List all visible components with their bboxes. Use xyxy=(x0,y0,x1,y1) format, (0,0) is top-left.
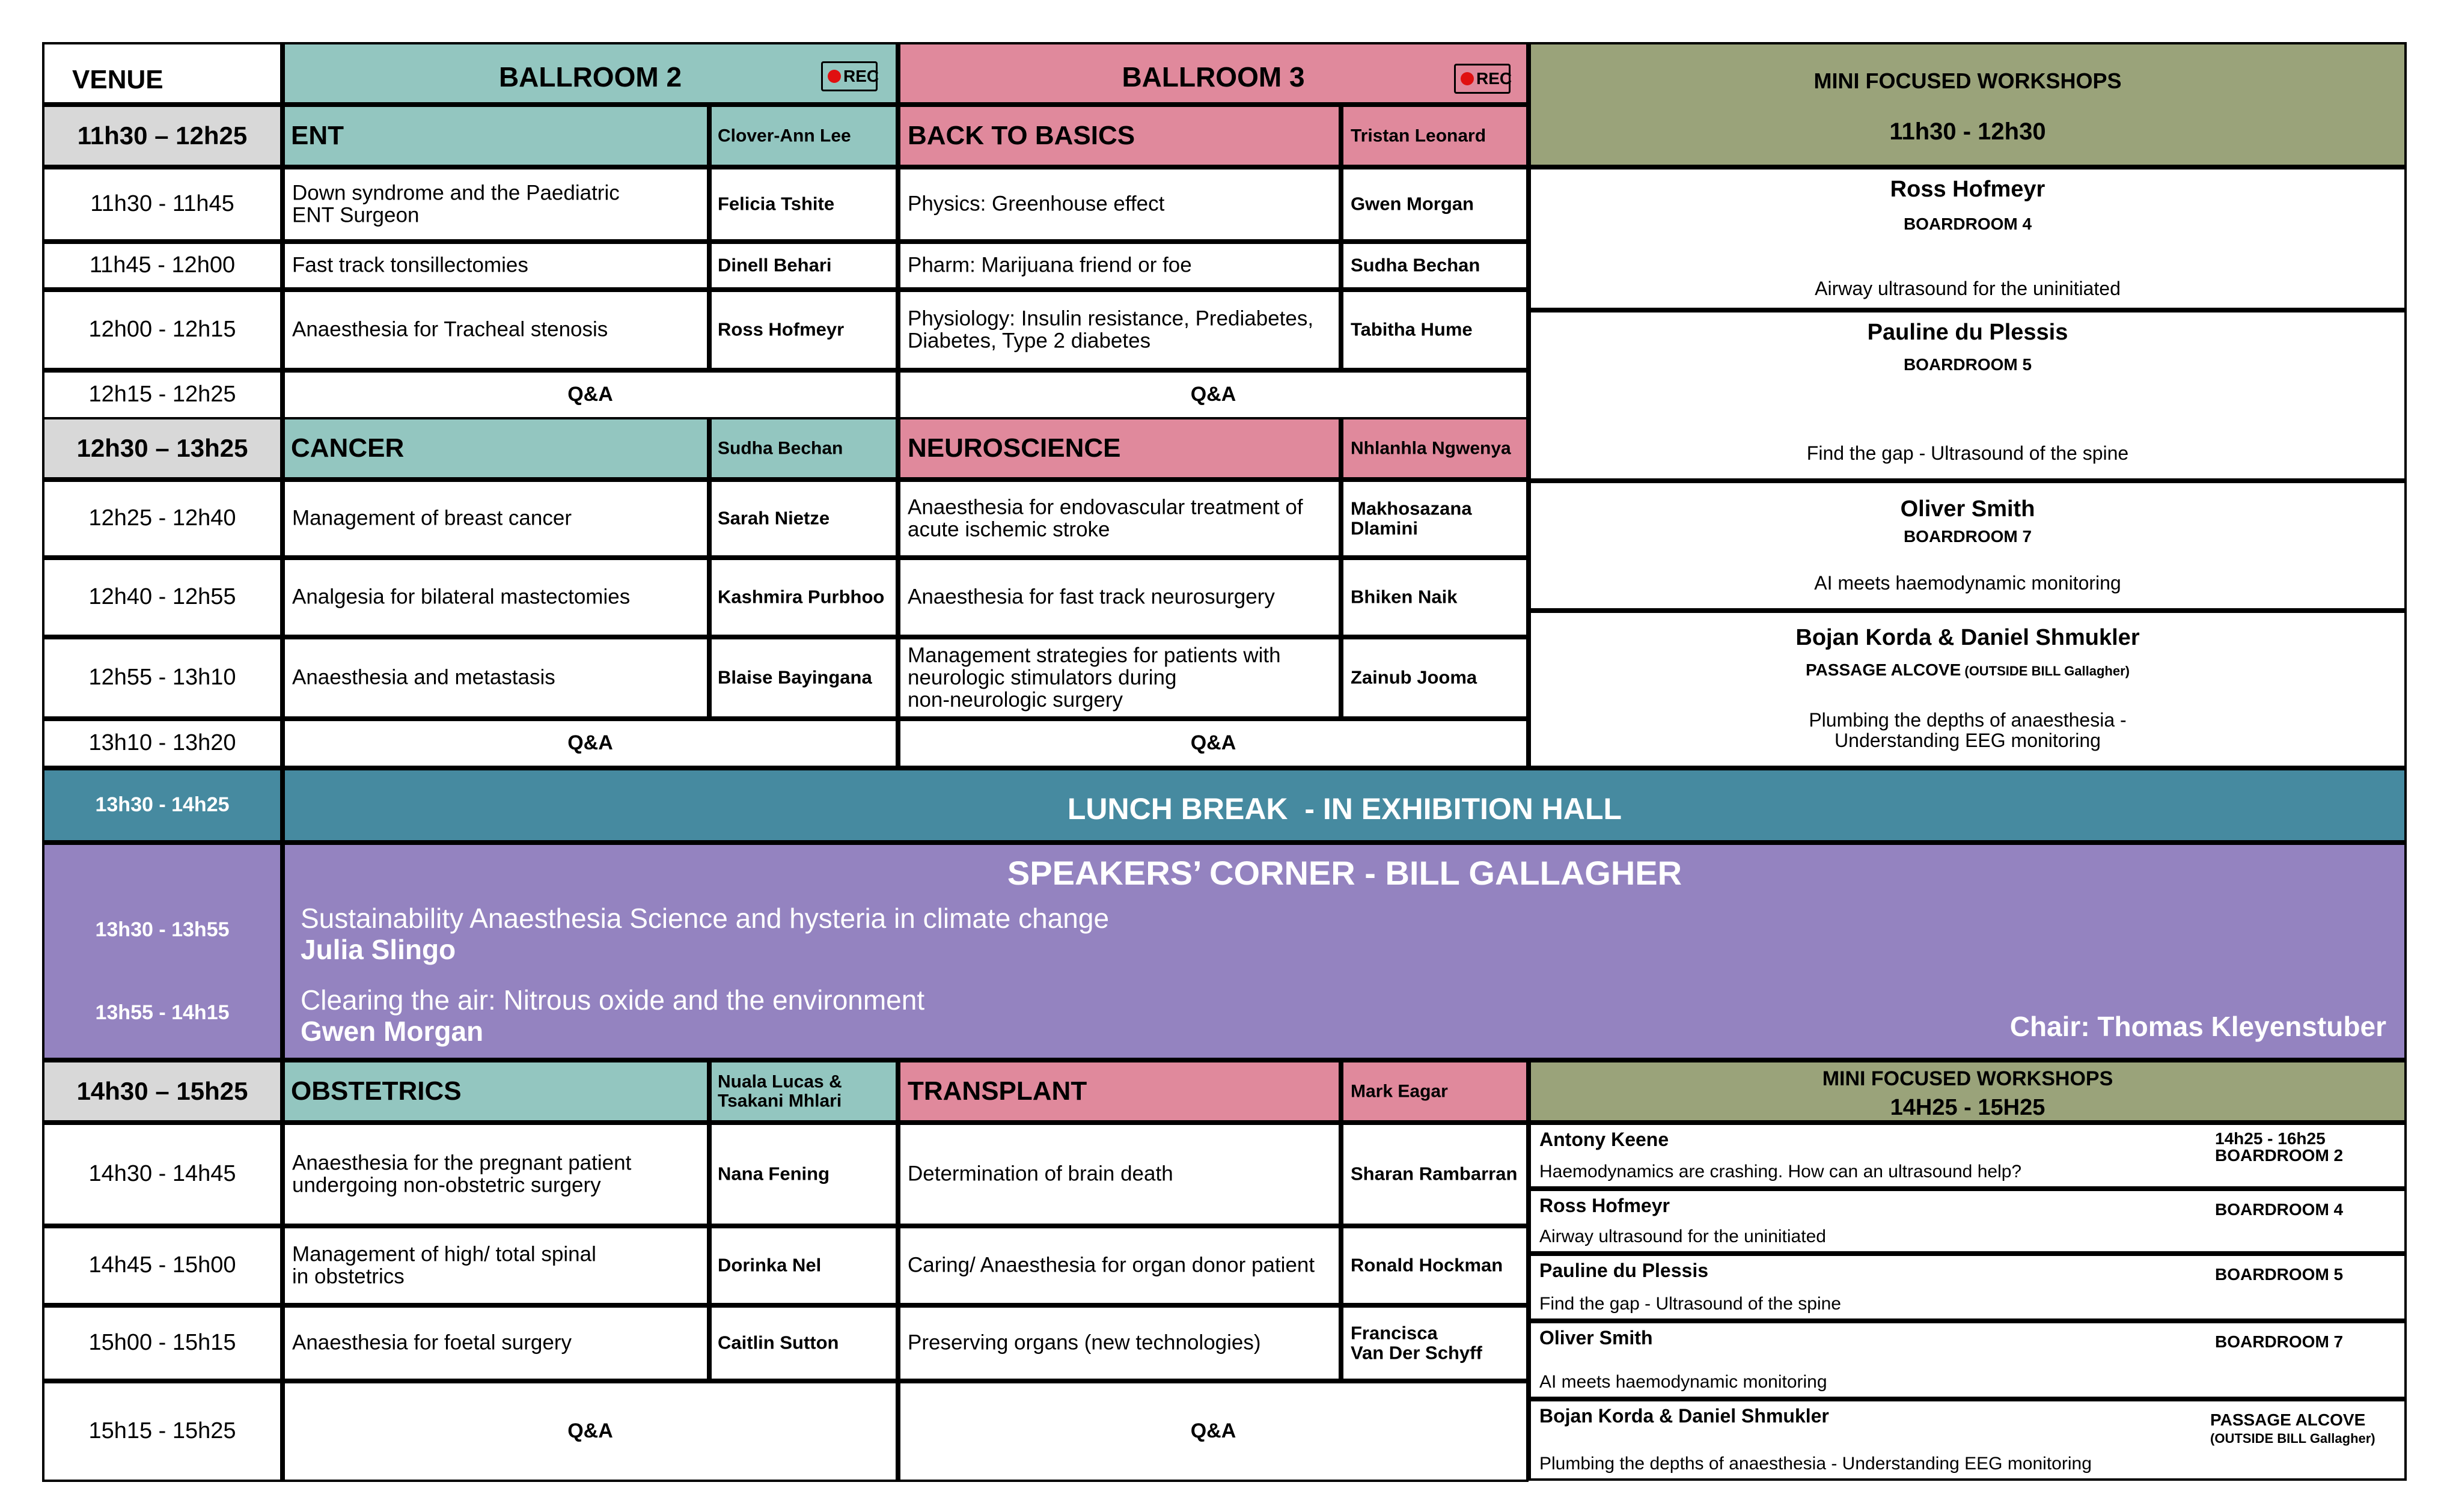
b2-talk xyxy=(283,242,709,290)
b3-speaker xyxy=(1341,637,1529,719)
b2-qa xyxy=(283,370,898,419)
b3-talk xyxy=(898,242,1341,290)
b3-talk xyxy=(898,1226,1341,1305)
b2-speaker-name: Blaise Bayingana xyxy=(718,666,872,688)
pm-workshop-topic: AI meets haemodynamic monitoring xyxy=(1539,1372,1827,1392)
b2-qa xyxy=(283,1381,898,1482)
b2-session-chair xyxy=(709,105,898,167)
b2-speaker xyxy=(709,480,898,558)
mini-workshops-header xyxy=(1529,42,2407,167)
b2-chair-label: Nuala Lucas & Tsakani Mhlari xyxy=(718,1072,842,1111)
b3-talk-title: Management strategies for patients with neurologic stimulators during non-neurologic surgery xyxy=(908,643,1281,712)
slot-time-label: 11h45 - 12h00 xyxy=(89,252,236,278)
lunch-break xyxy=(283,768,2407,843)
slot-time-label: 15h00 - 15h15 xyxy=(88,1330,236,1356)
pm-workshops-time: 14H25 - 15H25 xyxy=(1890,1095,2045,1120)
b3-talk xyxy=(898,167,1341,242)
b2-speaker-name: Caitlin Sutton xyxy=(718,1332,839,1353)
b3-speaker xyxy=(1341,1123,1529,1226)
b3-speaker-name: Sharan Rambarran xyxy=(1351,1163,1518,1184)
am-workshop-topic: Airway ultrasound for the uninitiated xyxy=(1815,278,2121,299)
am-workshop-venue xyxy=(1531,215,2404,233)
am-workshop-venue-name: PASSAGE ALCOVE xyxy=(1805,660,1961,679)
b2-speaker xyxy=(709,1226,898,1305)
slot-time-label: 12h00 - 12h15 xyxy=(88,317,236,343)
b2-talk-title: Anaesthesia for foetal surgery xyxy=(292,1331,572,1355)
slot-time-label: 12h15 - 12h25 xyxy=(88,382,236,407)
b2-speaker xyxy=(709,167,898,242)
venue-header xyxy=(42,42,283,105)
pm-workshops-title: MINI FOCUSED WORKSHOPS xyxy=(1822,1067,2113,1090)
pm-workshop-topic: Haemodynamics are crashing. How can an ultrasound help? xyxy=(1539,1162,2022,1181)
pm-workshop xyxy=(1529,1189,2407,1254)
b3-speaker-name: Zainub Jooma xyxy=(1351,666,1477,688)
b2-speaker-name: Ross Hofmeyr xyxy=(718,319,845,340)
b2-session-title-label: ENT xyxy=(291,120,344,150)
am-workshop-venue xyxy=(1531,528,2404,545)
pm-workshop-presenter: Ross Hofmeyr xyxy=(1539,1195,1670,1216)
speakers-corner-times xyxy=(42,843,283,1060)
slot-time xyxy=(42,1123,283,1226)
am-workshop-venue xyxy=(1531,356,2404,373)
pm-workshop-time: 14h25 - 16h25 xyxy=(2215,1129,2326,1148)
speakers-corner xyxy=(283,843,2407,1060)
pm-workshop xyxy=(1529,1123,2407,1189)
b3-chair-label: Tristan Leonard xyxy=(1351,126,1486,146)
b2-session-chair xyxy=(709,417,898,480)
slot-time xyxy=(42,558,283,637)
b2-talk xyxy=(283,558,709,637)
session-time xyxy=(42,105,283,167)
pm-workshop-topic: Plumbing the depths of anaesthesia - Understanding EEG monitoring xyxy=(1539,1454,2092,1474)
b3-session-chair xyxy=(1341,105,1529,167)
am-workshop-presenter: Oliver Smith xyxy=(1900,496,2035,522)
b2-talk xyxy=(283,1226,709,1305)
record-dot-icon xyxy=(1461,72,1474,85)
session-time-label: 12h30 – 13h25 xyxy=(76,433,248,462)
b2-talk-title: Anaesthesia for Tracheal stenosis xyxy=(292,317,608,341)
b3-speaker xyxy=(1341,1305,1529,1381)
slot-time xyxy=(42,1305,283,1381)
pm-workshop-topic: Find the gap - Ultrasound of the spine xyxy=(1539,1294,1841,1314)
am-workshop-presenter: Bojan Korda & Daniel Shmukler xyxy=(1795,625,2140,650)
rec-label: REC xyxy=(843,67,879,85)
b2-talk-title: Management of breast cancer xyxy=(292,506,572,530)
sc-talk-2: Clearing the air: Nitrous oxide and the environment xyxy=(301,984,925,1016)
b3-chair-label: Nhlanhla Ngwenya xyxy=(1351,438,1511,459)
record-dot-icon xyxy=(828,70,841,83)
b3-talk xyxy=(898,290,1341,370)
ballroom3-title: BALLROOM 3 xyxy=(1122,61,1305,93)
b3-speaker xyxy=(1341,558,1529,637)
ballroom3-header xyxy=(898,42,1529,105)
b2-talk-title: Anaesthesia for the pregnant patient undergoing non-obstetric surgery xyxy=(292,1151,632,1196)
b2-talk xyxy=(283,480,709,558)
b3-session-chair xyxy=(1341,417,1529,480)
b3-chair-label: Mark Eagar xyxy=(1351,1081,1448,1102)
session-time xyxy=(42,1060,283,1123)
slot-time-label: 14h30 - 14h45 xyxy=(88,1161,236,1187)
b3-speaker-name: Sudha Bechan xyxy=(1351,254,1480,276)
slot-time-label: 13h10 - 13h20 xyxy=(88,730,236,756)
pm-workshop-presenter: Antony Keene xyxy=(1539,1129,1669,1150)
b3-session-title xyxy=(898,1060,1341,1123)
b2-speaker-name: Nana Fening xyxy=(718,1163,830,1184)
lunch-time xyxy=(42,768,283,843)
pm-workshop xyxy=(1529,1254,2407,1321)
b3-talk xyxy=(898,637,1341,719)
b3-qa xyxy=(898,1381,1529,1482)
b2-session-title-label: CANCER xyxy=(291,433,405,463)
slot-time-label: 14h45 - 15h00 xyxy=(88,1252,236,1278)
b3-session-title-label: TRANSPLANT xyxy=(908,1076,1087,1106)
pm-workshop xyxy=(1529,1321,2407,1399)
slot-time xyxy=(42,1226,283,1305)
b3-talk-title: Pharm: Marijuana friend or foe xyxy=(908,253,1192,277)
b2-talk xyxy=(283,1123,709,1226)
b2-session-title-label: OBSTETRICS xyxy=(291,1076,462,1106)
b3-speaker-name: Gwen Morgan xyxy=(1351,193,1474,215)
b2-speaker xyxy=(709,242,898,290)
am-workshop-venue-name: BOARDROOM 5 xyxy=(1903,355,2032,374)
pm-workshop-venue: BOARDROOM 4 xyxy=(2215,1200,2344,1219)
slot-time xyxy=(42,290,283,370)
b2-talk xyxy=(283,637,709,719)
b3-qa xyxy=(898,370,1529,419)
b3-speaker-name: Ronald Hockman xyxy=(1351,1254,1503,1276)
pm-workshop-presenter: Oliver Smith xyxy=(1539,1327,1653,1349)
b3-talk-title: Physiology: Insulin resistance, Prediabetes, Diabetes, Type 2 diabetes xyxy=(908,306,1314,352)
sc-talk-1: Sustainability Anaesthesia Science and hysteria in climate change xyxy=(301,903,1110,934)
slot-time-label: 12h25 - 12h40 xyxy=(88,505,236,531)
rec-label: REC xyxy=(1476,69,1512,88)
sc-time-1: 13h30 - 13h55 xyxy=(95,918,230,941)
lunch-break-label: LUNCH BREAK - IN EXHIBITION HALL xyxy=(1067,792,1622,826)
b2-session-chair xyxy=(709,1060,898,1123)
b2-speaker-name: Sarah Nietze xyxy=(718,507,830,529)
b2-speaker-name: Felicia Tshite xyxy=(718,193,835,215)
b2-qa-label: Q&A xyxy=(567,1419,613,1443)
slot-time-label: 12h55 - 13h10 xyxy=(88,665,236,690)
slot-time xyxy=(42,719,283,768)
b3-speaker-name: Bhiken Naik xyxy=(1351,586,1458,608)
b2-talk xyxy=(283,167,709,242)
b2-speaker xyxy=(709,1305,898,1381)
ballroom2-header xyxy=(283,42,898,105)
ballroom2-title: BALLROOM 2 xyxy=(498,61,682,93)
b3-session-title-label: BACK TO BASICS xyxy=(908,120,1135,150)
am-workshop xyxy=(1529,167,2407,310)
pm-workshop-venue-note: (OUTSIDE BILL Gallagher) xyxy=(2210,1431,2375,1446)
sc-speaker-2: Gwen Morgan xyxy=(301,1016,484,1047)
am-workshop-presenter: Ross Hofmeyr xyxy=(1890,177,2045,202)
pm-workshop-presenter: Pauline du Plessis xyxy=(1539,1260,1708,1281)
b3-session-title xyxy=(898,105,1341,167)
pm-workshop xyxy=(1529,1399,2407,1481)
b3-speaker xyxy=(1341,480,1529,558)
b3-session-title xyxy=(898,417,1341,480)
sc-chair: Chair: Thomas Kleyenstuber xyxy=(2009,1011,2386,1042)
am-workshop xyxy=(1529,481,2407,611)
b3-speaker xyxy=(1341,242,1529,290)
b2-speaker xyxy=(709,290,898,370)
session-time-label: 11h30 – 12h25 xyxy=(77,121,248,150)
b2-speaker xyxy=(709,1123,898,1226)
b3-talk xyxy=(898,558,1341,637)
mini-workshops-time: 11h30 - 12h30 xyxy=(1889,118,2046,145)
b3-talk-title: Caring/ Anaesthesia for organ donor patient xyxy=(908,1253,1315,1277)
recording-badge xyxy=(821,61,878,91)
speakers-corner-title: SPEAKERS’ CORNER - BILL GALLAGHER xyxy=(1007,854,1682,892)
session-time xyxy=(42,417,283,480)
pm-workshop-venue: PASSAGE ALCOVE xyxy=(2210,1410,2366,1429)
b2-speaker-name: Kashmira Purbhoo xyxy=(718,586,885,608)
b3-speaker-name: Makhosazana Dlamini xyxy=(1351,498,1472,538)
session-time-label: 14h30 – 15h25 xyxy=(76,1076,248,1105)
slot-time xyxy=(42,242,283,290)
b2-speaker xyxy=(709,558,898,637)
slot-time-label: 15h15 - 15h25 xyxy=(88,1418,236,1444)
sc-speaker-1: Julia Slingo xyxy=(301,934,456,965)
am-workshop-topic: AI meets haemodynamic monitoring xyxy=(1814,572,2121,594)
pm-workshop-topic: Airway ultrasound for the uninitiated xyxy=(1539,1227,1826,1246)
b2-session-title xyxy=(283,417,709,480)
b3-qa-label: Q&A xyxy=(1190,1419,1236,1443)
b2-chair-label: Clover-Ann Lee xyxy=(718,126,851,146)
b3-qa-label: Q&A xyxy=(1190,383,1236,406)
b3-speaker-name: Tabitha Hume xyxy=(1351,319,1473,340)
b2-speaker-name: Dorinka Nel xyxy=(718,1254,822,1276)
b2-speaker xyxy=(709,637,898,719)
b2-qa xyxy=(283,719,898,768)
am-workshop-venue xyxy=(1531,661,2404,678)
am-workshop-venue-name: BOARDROOM 7 xyxy=(1903,527,2032,546)
am-workshop-venue-note: (OUTSIDE BILL Gallagher) xyxy=(1961,663,2130,678)
b2-qa-label: Q&A xyxy=(567,731,613,755)
pm-workshop-presenter: Bojan Korda & Daniel Shmukler xyxy=(1539,1405,1829,1427)
b3-talk xyxy=(898,1305,1341,1381)
b3-speaker xyxy=(1341,1226,1529,1305)
b2-talk-title: Down syndrome and the Paediatric ENT Surgeon xyxy=(292,181,620,227)
pm-workshop-venue: BOARDROOM 2 xyxy=(2215,1146,2344,1165)
slot-time xyxy=(42,637,283,719)
venue-label: VENUE xyxy=(72,65,163,94)
am-workshop-venue-name: BOARDROOM 4 xyxy=(1903,215,2032,233)
b2-talk xyxy=(283,1305,709,1381)
am-workshop-presenter: Pauline du Plessis xyxy=(1867,320,2068,345)
b2-speaker-name: Dinell Behari xyxy=(718,254,832,276)
slot-time-label: 12h40 - 12h55 xyxy=(88,584,236,610)
b3-talk-title: Anaesthesia for fast track neurosurgery xyxy=(908,585,1275,609)
slot-time xyxy=(42,480,283,558)
b3-speaker-name: Francisca Van Der Schyff xyxy=(1351,1322,1482,1363)
b2-talk-title: Fast track tonsillectomies xyxy=(292,253,528,277)
recording-badge xyxy=(1454,64,1511,94)
b3-talk xyxy=(898,1123,1341,1226)
b3-qa-label: Q&A xyxy=(1190,731,1236,755)
am-workshop-topic: Plumbing the depths of anaesthesia - Understanding EEG monitoring xyxy=(1809,709,2127,751)
am-workshop xyxy=(1529,611,2407,768)
lunch-time-label: 13h30 - 14h25 xyxy=(95,793,230,817)
b2-talk-title: Management of high/ total spinal in obstetrics xyxy=(292,1242,596,1288)
slot-time xyxy=(42,167,283,242)
b2-talk-title: Analgesia for bilateral mastectomies xyxy=(292,585,631,609)
am-workshop xyxy=(1529,310,2407,481)
slot-time-label: 11h30 - 11h45 xyxy=(90,191,234,217)
b2-talk xyxy=(283,290,709,370)
slot-time xyxy=(42,1381,283,1482)
b3-speaker xyxy=(1341,167,1529,242)
mini-workshops-title: MINI FOCUSED WORKSHOPS xyxy=(1813,69,2122,93)
b3-qa xyxy=(898,719,1529,768)
b3-talk xyxy=(898,480,1341,558)
b3-talk-title: Determination of brain death xyxy=(908,1162,1173,1186)
b2-session-title xyxy=(283,105,709,167)
b2-qa-label: Q&A xyxy=(567,383,613,406)
b3-session-title-label: NEUROSCIENCE xyxy=(908,433,1121,463)
b2-chair-label: Sudha Bechan xyxy=(718,438,843,459)
b3-session-chair xyxy=(1341,1060,1529,1123)
b2-talk-title: Anaesthesia and metastasis xyxy=(292,665,555,689)
b2-session-title xyxy=(283,1060,709,1123)
slot-time xyxy=(42,370,283,419)
pm-workshops-header xyxy=(1529,1060,2407,1123)
b3-talk-title: Physics: Greenhouse effect xyxy=(908,192,1165,216)
b3-talk-title: Anaesthesia for endovascular treatment of acute ischemic stroke xyxy=(908,495,1303,541)
b3-talk-title: Preserving organs (new technologies) xyxy=(908,1331,1261,1355)
sc-time-2: 13h55 - 14h15 xyxy=(95,1001,230,1024)
am-workshop-topic: Find the gap - Ultrasound of the spine xyxy=(1806,442,2129,464)
b3-speaker xyxy=(1341,290,1529,370)
pm-workshop-venue: BOARDROOM 5 xyxy=(2215,1265,2344,1284)
pm-workshop-venue: BOARDROOM 7 xyxy=(2215,1332,2344,1351)
